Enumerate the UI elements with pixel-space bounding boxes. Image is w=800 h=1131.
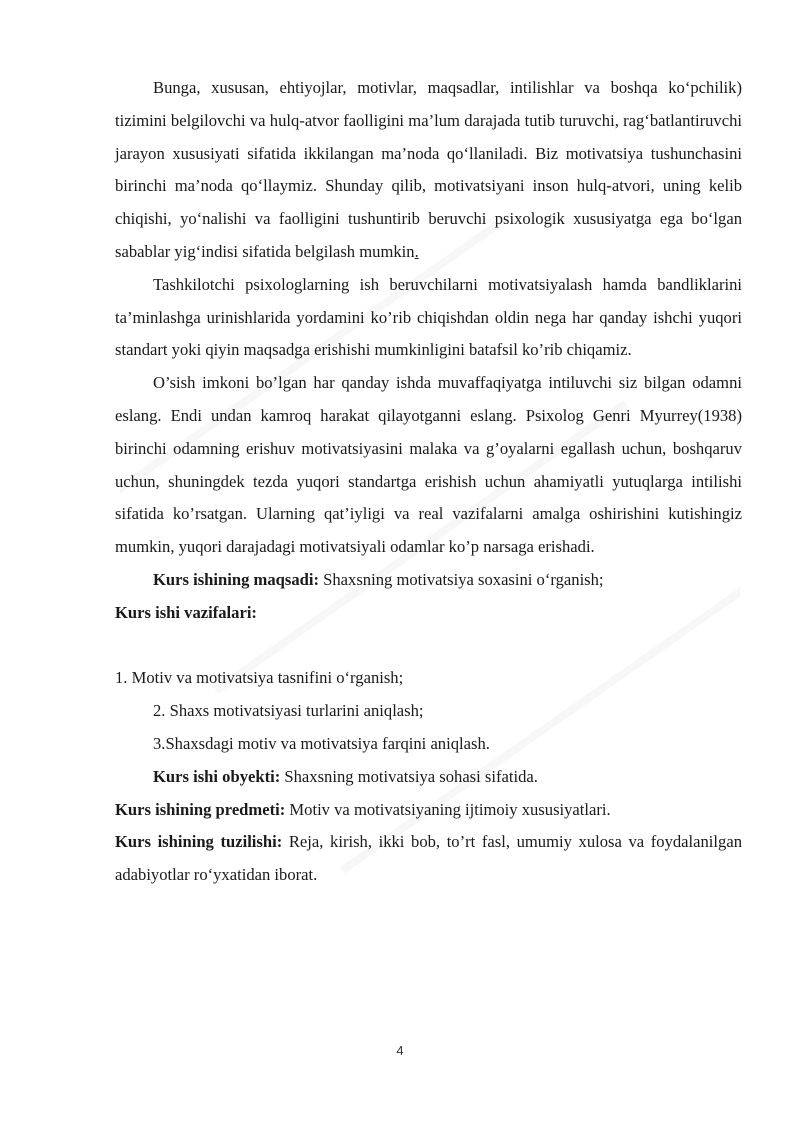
course-object bbox=[115, 761, 742, 794]
course-subject-label: Kurs ishining predmeti: bbox=[115, 799, 286, 819]
task-item-3: 3.Shaxsdagi motiv va motivatsiya farqini aniqlash. bbox=[153, 733, 490, 753]
course-goal-text: Shaxsning motivatsiya soxasini o‘rganish; bbox=[319, 569, 604, 589]
course-subject bbox=[115, 794, 742, 827]
organizers-paragraph: Tashkilotchi psixologlarning ish beruvchilarni motivatsiyalash hamda bandliklarini ta’minlashga urinishlarida yordamini ko’rib chiqishdan oldin nega har qanday ishchi yuqori standart yoki qiyin maqsadga erishishi mumkinligini batafsil ko’rib chiqamiz. bbox=[115, 274, 742, 360]
intro-paragraph bbox=[115, 72, 742, 269]
task-item-1: 1. Motiv va motivatsiya tasnifini o‘rganish; bbox=[115, 668, 404, 688]
motivation-paragraph: O’sish imkoni bo’lgan har qanday ishda muvaffaqiyatga intiluvchi siz bilgan odamni eslang. Endi undan kamroq harakat qilayotganni eslang. Psixolog Genri Myurrey(1938) birinchi odamning erishuv motivatsiyasini malaka va g’oyalarni egallash uchun, boshqaruv uchun, shuningdek tezda yuqori standartga erishish uchun ahamiyatli yutuqlarga intilishi sifatida ko’rsatgan. Ularning qat’iyligi va real vazifalarni amalga oshirishini kutishingiz mumkin, yuqori darajadagi motivatsiyali odamlar ko’p narsaga erishadi. bbox=[115, 373, 742, 557]
course-object-text: Shaxsning motivatsiya sohasi sifatida. bbox=[280, 766, 538, 786]
intro-paragraph-end-mark: . bbox=[414, 241, 419, 261]
page-number: 4 bbox=[396, 1043, 404, 1058]
course-goal-label: Kurs ishining maqsadi: bbox=[153, 569, 319, 589]
course-object-label: Kurs ishi obyekti: bbox=[153, 766, 281, 786]
intro-paragraph-text: Bunga, xususan, ehtiyojlar, motivlar, maqsadlar, intilishlar va boshqa ko‘pchilik) tizimini belgilovchi va hulq-atvor faolligini ma’lum darajada tutib turuvchi, rag‘batlantiruvchi jarayon xususiyati sifatida ikkilangan ma’noda qo‘llaniladi. Biz motivatsiya tushunchasini birinchi ma’noda qo‘llaymiz. Shunday qilib, motivatsiyani inson hulq-atvori, uning kelib chiqishi, yo‘nalishi va faolligini tushuntirib beruvchi psixologik xususiyatga ega bo‘lgan sabablar yig‘indisi sifatida belgilash mumkin bbox=[115, 78, 742, 261]
course-structure bbox=[115, 826, 742, 892]
blank-line bbox=[115, 630, 742, 663]
course-subject-text: Motiv va motivatsiyaning ijtimoiy xususiyatlari. bbox=[285, 799, 611, 819]
task-item-2: 2. Shaxs motivatsiyasi turlarini aniqlash; bbox=[153, 701, 424, 721]
course-goal bbox=[115, 564, 742, 597]
document-body bbox=[115, 72, 742, 892]
course-structure-text: Reja, kirish, ikki bob, to’rt fasl, umumiy xulosa va foydalanilgan adabiyotlar ro‘yxatidan iborat. bbox=[115, 832, 742, 885]
course-tasks-heading: Kurs ishi vazifalari: bbox=[115, 602, 257, 622]
course-structure-label: Kurs ishining tuzilishi: bbox=[115, 832, 283, 852]
